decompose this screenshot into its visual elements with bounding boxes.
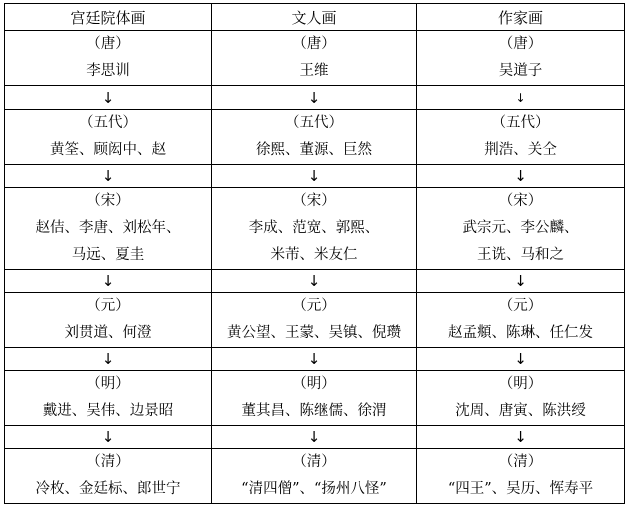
period-row [5,31,625,86]
period-row [5,371,625,426]
period-cell-literati [212,188,417,270]
dynasty-label: （五代） [79,115,137,131]
header-artisan-painting: 作家画 [417,4,625,31]
dynasty-label: （宋） [86,193,130,209]
painter-names: 李成、范宽、郭熙、 [248,220,380,236]
painter-names: 吴道子 [498,63,543,79]
down-arrow-icon: ↓ [307,272,321,290]
dynasty-label: （五代） [285,115,343,131]
period-cell-literati [212,110,417,165]
painter-names: 徐熙、董源、巨然 [256,142,372,158]
down-arrow-icon: ↓ [101,88,115,107]
down-arrow-icon: ↓ [514,167,527,185]
down-arrow-icon: ↓ [307,88,321,107]
dynasty-label: （清） [498,454,543,470]
header-row [5,4,625,31]
painter-names: 戴进、吴伟、边景昭 [42,403,174,419]
painter-names: 武宗元、李公麟、 [462,220,579,236]
dynasty-label: （明） [498,376,543,392]
arrow-cell-court [5,165,212,188]
arrow-cell-literati [212,86,417,110]
dynasty-label: （宋） [498,193,543,209]
period-cell-court [5,110,212,165]
painter-names: 刘贯道、何澄 [64,325,152,341]
period-cell-artisan [417,371,625,426]
down-arrow-icon: ↓ [101,350,115,368]
arrow-row [5,165,625,188]
period-cell-literati [212,31,417,86]
arrow-cell-artisan [417,165,625,188]
arrow-cell-literati [212,426,417,449]
painter-names: “清四僧”、“扬州八怪” [241,481,387,497]
painter-names: 王维 [299,63,329,79]
arrow-row [5,348,625,371]
header-court-painting: 宫廷院体画 [5,4,212,31]
period-cell-literati [212,449,417,504]
down-arrow-icon: ↓ [101,428,115,446]
period-row [5,188,625,270]
dynasty-label: （唐） [86,36,130,52]
down-arrow-icon: ↓ [515,91,526,105]
arrow-cell-artisan [417,426,625,449]
arrow-row [5,426,625,449]
down-arrow-icon: ↓ [514,350,527,368]
dynasty-label: （清） [292,454,336,470]
arrow-cell-literati [212,348,417,371]
period-cell-literati [212,293,417,348]
period-cell-court [5,371,212,426]
dynasty-label: （明） [292,376,336,392]
dynasty-label: （元） [86,298,130,314]
down-arrow-icon: ↓ [514,428,527,446]
period-row [5,110,625,165]
dynasty-label: （元） [498,298,543,314]
arrow-cell-literati [212,165,417,188]
period-cell-court [5,449,212,504]
table-body [5,31,625,504]
painter-names: 荆浩、关仝 [484,142,557,158]
arrow-cell-court [5,86,212,110]
painting-lineage-table [4,3,625,504]
dynasty-label: （唐） [292,36,336,52]
arrow-cell-artisan [417,86,625,110]
arrow-row [5,270,625,293]
arrow-row [5,86,625,110]
period-cell-artisan [417,449,625,504]
dynasty-label: （明） [86,376,130,392]
down-arrow-icon: ↓ [101,167,115,185]
painter-names: 冷枚、金廷标、郎世宁 [35,481,181,497]
header-literati-painting: 文人画 [212,4,417,31]
dynasty-label: （五代） [491,115,550,131]
arrow-cell-artisan [417,270,625,293]
period-cell-artisan [417,188,625,270]
painter-names: 米芾、米友仁 [270,247,358,263]
arrow-cell-court [5,348,212,371]
painter-names: 马远、夏圭 [71,247,145,263]
painter-names: 王诜、马和之 [477,247,564,263]
painter-names: 赵孟頫、陈琳、任仁发 [448,325,593,341]
period-cell-artisan [417,110,625,165]
arrow-cell-court [5,270,212,293]
dynasty-label: （元） [292,298,336,314]
period-cell-artisan [417,293,625,348]
period-row [5,449,625,504]
painter-names: 黄筌、顾闳中、赵 [50,142,166,158]
down-arrow-icon: ↓ [307,350,321,368]
arrow-cell-court [5,426,212,449]
arrow-cell-literati [212,270,417,293]
painter-names: 李思训 [86,63,130,79]
arrow-cell-artisan [417,348,625,371]
down-arrow-icon: ↓ [101,272,115,290]
period-cell-court [5,293,212,348]
period-row [5,293,625,348]
down-arrow-icon: ↓ [307,167,321,185]
period-cell-artisan [417,31,625,86]
dynasty-label: （唐） [498,36,543,52]
down-arrow-icon: ↓ [307,428,321,446]
painter-names: 赵佶、李唐、刘松年、 [35,220,181,236]
dynasty-label: （宋） [292,193,336,209]
dynasty-label: （清） [86,454,130,470]
painter-names: 董其昌、陈继儒、徐渭 [241,403,387,419]
period-cell-literati [212,371,417,426]
painter-names: 黄公望、王蒙、吴镇、倪瓒 [227,325,401,341]
painter-names: “四王”、吴历、恽寿平 [447,481,594,497]
down-arrow-icon: ↓ [514,272,527,290]
period-cell-court [5,31,212,86]
painter-names: 沈周、唐寅、陈洪绶 [455,403,586,419]
period-cell-court [5,188,212,270]
